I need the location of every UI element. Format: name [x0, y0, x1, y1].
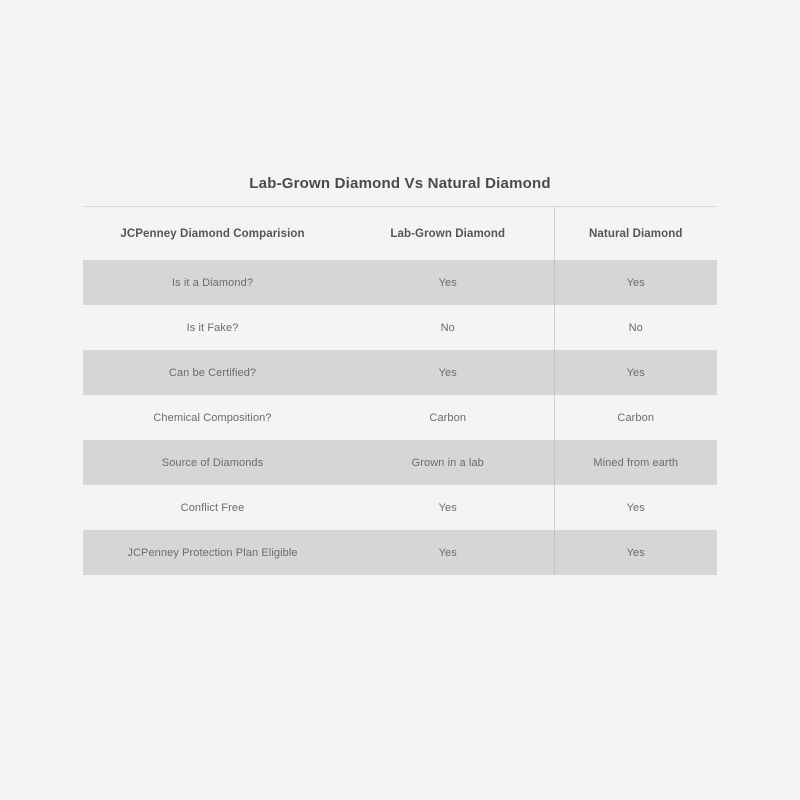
- cell-natural: Yes: [554, 530, 717, 575]
- cell-natural: Yes: [626, 502, 645, 514]
- cell-natural: Yes: [554, 350, 717, 395]
- cell-feature: JCPenney Protection Plan Eligible: [83, 530, 342, 575]
- cell-lab-grown: No: [342, 305, 554, 350]
- table-header-row: [83, 207, 717, 260]
- table-row: [83, 395, 717, 440]
- page-title: Lab-Grown Diamond Vs Natural Diamond: [83, 175, 717, 207]
- diamond-comparison-block: [83, 175, 717, 575]
- column-header-lab-grown: Lab-Grown Diamond: [342, 207, 554, 260]
- table-row: [83, 530, 717, 575]
- cell-lab-grown: Yes: [342, 350, 554, 395]
- column-header-natural: Natural Diamond: [588, 228, 683, 240]
- table-header: [83, 207, 717, 260]
- table-row: [83, 485, 717, 530]
- table-row: [83, 260, 717, 305]
- cell-lab-grown: Yes: [342, 260, 554, 305]
- cell-natural: Mined from earth: [554, 440, 717, 485]
- cell-feature: Is it a Diamond?: [83, 260, 342, 305]
- cell-lab-grown: Yes: [342, 485, 554, 530]
- cell-feature: Can be Certified?: [83, 350, 342, 395]
- table-row: [83, 305, 717, 350]
- cell-lab-grown: Carbon: [342, 395, 554, 440]
- cell-feature: Source of Diamonds: [83, 440, 342, 485]
- cell-feature: Conflict Free: [180, 502, 245, 514]
- comparison-table: [83, 207, 717, 575]
- table-row: [83, 440, 717, 485]
- cell-lab-grown: Grown in a lab: [342, 440, 554, 485]
- cell-lab-grown: Yes: [342, 530, 554, 575]
- table-body: [83, 260, 717, 575]
- cell-natural: No: [628, 322, 643, 334]
- cell-natural: Yes: [554, 260, 717, 305]
- cell-feature: Chemical Composition?: [153, 412, 272, 424]
- cell-feature: Is it Fake?: [186, 322, 239, 334]
- table-row: [83, 350, 717, 395]
- column-header-feature: JCPenney Diamond Comparision: [120, 228, 305, 240]
- cell-natural: Carbon: [617, 412, 655, 424]
